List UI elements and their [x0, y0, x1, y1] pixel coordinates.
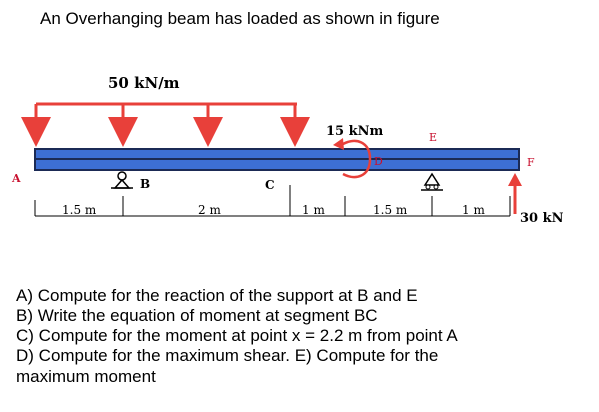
- point-c-label: C: [265, 178, 275, 192]
- point-b-label: B: [140, 177, 151, 191]
- question-d: D) Compute for the maximum shear. E) Compute for the: [16, 346, 439, 365]
- point-a-label: A: [12, 172, 21, 185]
- span-label: 1.5 m: [62, 203, 97, 217]
- distributed-load: [36, 74, 297, 132]
- page-title: An Overhanging beam has loaded as shown in figure: [40, 9, 440, 28]
- distributed-load-label: 50 kN/m: [108, 74, 180, 92]
- span-label: 2 m: [198, 203, 221, 217]
- point-d-label: D: [374, 155, 383, 168]
- moment-label: 15 kNm: [326, 124, 384, 139]
- point-load-f: [508, 173, 564, 226]
- point-f-label: F: [527, 156, 535, 169]
- point-e-label: E: [429, 131, 438, 144]
- point-load-label: 30 kN: [520, 211, 564, 226]
- roller-support-e: [421, 174, 443, 190]
- question-b: B) Write the equation of moment at segment BC: [16, 306, 378, 325]
- span-label: 1 m: [302, 203, 325, 217]
- question-e: maximum moment: [16, 367, 156, 386]
- span-label: 1 m: [462, 203, 485, 217]
- pin-support-b: [111, 172, 133, 188]
- question-a: A) Compute for the reaction of the support at B and E: [16, 286, 418, 305]
- span-label: 1.5 m: [373, 203, 408, 217]
- question-c: C) Compute for the moment at point x = 2.2 m from point A: [16, 326, 458, 345]
